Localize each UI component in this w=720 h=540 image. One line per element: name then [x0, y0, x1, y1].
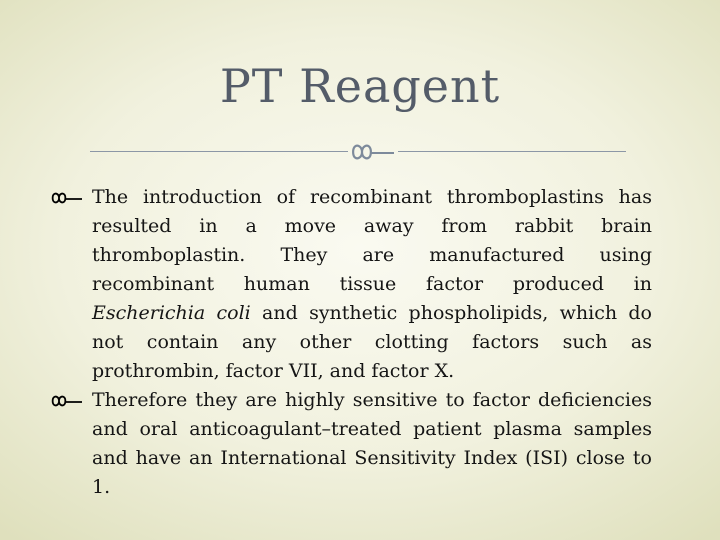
bullet-text: and synthetic phospholipids, which do not contain any other clotting factors such as prothrombin, factor VII, and factor X. — [92, 302, 652, 382]
bullet-item — [50, 183, 652, 386]
bullet-text: The introduction of recombinant thromboplastins has resulted in a move away from rabbit brain thromboplastin. They are manufactured using recombinant human tissue factor produced in — [92, 186, 652, 295]
bullet-text-italic: Escherichia coli — [92, 302, 251, 324]
slide-title: PT Reagent — [219, 59, 501, 113]
bullet-list — [50, 183, 652, 502]
infinity-arrow-ornament-icon — [350, 140, 396, 164]
title-divider-left — [90, 151, 348, 152]
infinity-bullet-icon — [50, 190, 84, 206]
infinity-bullet-icon — [50, 393, 84, 409]
bullet-item — [50, 386, 652, 502]
bullet-text: Therefore they are highly sensitive to factor deficiencies and oral anticoagulant–treated patient plasma samples and have an International Sensitivity Index (ISI) close to 1. — [92, 389, 652, 498]
title-divider-right — [398, 151, 626, 152]
